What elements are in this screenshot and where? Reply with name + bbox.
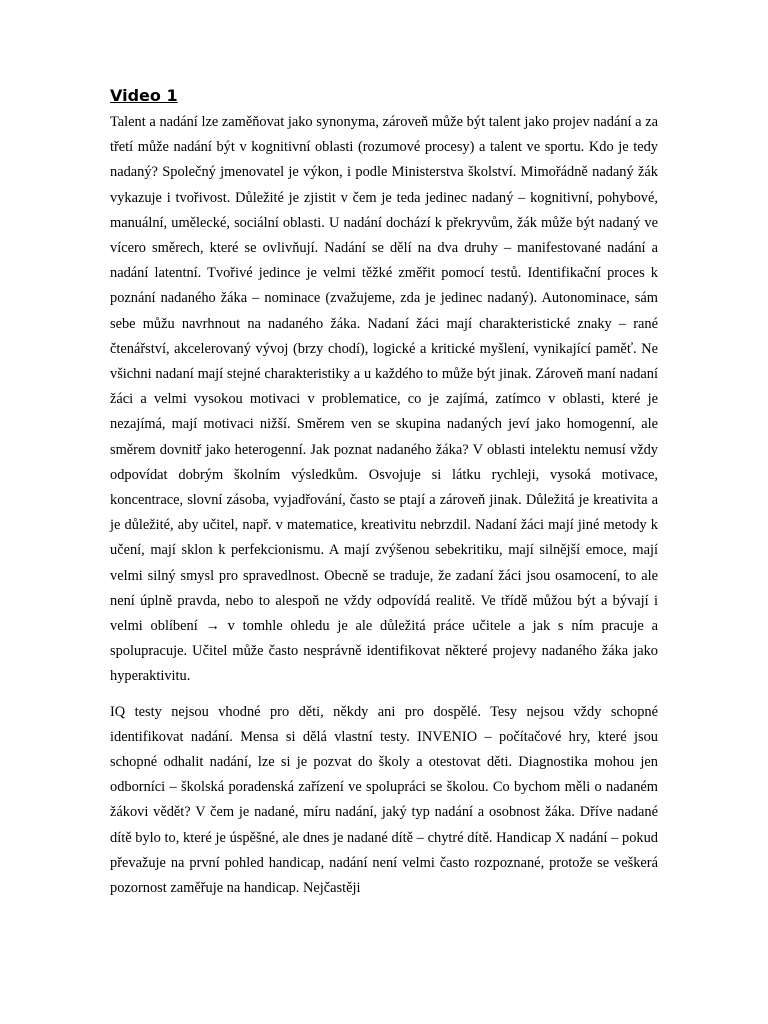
- document-heading: Video 1: [110, 86, 178, 105]
- paragraph-2: IQ testy nejsou vhodné pro děti, někdy ani pro dospělé. Tesy nejsou vždy schopné identifikovat nadání. Mensa si dělá vlastní testy. INVENIO – počítačové hry, které jsou schopné odhalit nadání, lze si je pozvat do školy a otestovat děti. Diagnostika mohou jen odborníci – školská poradenská zařízení ve spolupráci se školou. Co bychom měli o nadaném žákovi vědět? V čem je nadané, míru nadání, jaký typ nadání a osobnost žáka. Dříve nadané dítě bylo to, které je úspěšné, ale dnes je nadané dítě – chytré dítě. Handicap X nadání – pokud převažuje na první pohled handicap, nadání není velmi často rozpoznané, protože se veškerá pozornost zaměřuje na handicap. Nejčastěji: [110, 703, 658, 897]
- document-page: [110, 86, 658, 901]
- paragraph-1: Talent a nadání lze zaměňovat jako synonyma, zároveň může být talent jako projev nadání a za třetí může nadání být v kognitivní oblasti (rozumové procesy) a talent ve sportu. Kdo je tedy nadaný? Společný jmenovatel je výkon, i podle Ministerstva školství. Mimořádně nadaný žák vykazuje i tvořivost. Důležité je zjistit v čem je teda jedinec nadaný – kognitivní, pohybové, manuální, umělecké, sociální oblasti. U nadání dochází k překryvům, žák může být nadaný ve vícero směrech, které se ovlivňují. Nadání se dělí na dva druhy – manifestované nadání a nadání latentní. Tvořivé jedince je velmi těžké změřit pomocí testů. Identifikační proces k poznání nadaného žáka – nominace (zvažujeme, zda je jedinec nadaný). Autonominace, sám sebe můžu navrhnout na nadaného žáka. Nadaní žáci mají charakteristické znaky – rané čtenářství, akcelerovaný vývoj (brzy chodí), logické a kritické myšlení, vynikající paměť. Ne všichni nadaní mají stejné charakteristiky a u každého to může být jinak. Zároveň maní nadaní žáci a velmi vysokou motivaci v problematice, co je zajímá, zatímco v oblasti, které je nezajímá, mají motivaci nižší. Směrem ven se skupina nadaných jeví jako homogenní, ale směrem dovnitř jako heterogenní. Jak poznat nadaného žáka? V oblasti intelektu nemusí vždy odpovídat dobrým školním výsledkům. Osvojuje si látku rychleji, vysoká motivace, koncentrace, slovní zásoba, vyjadřování, často se ptají a zároveň jinak. Důležitá je kreativita a je důležité, aby učitel, např. v matematice, kreativitu nebrzdil. Nadaní žáci mají jiné metody k učení, mají sklon k perfekcionismu. A mají zvýšenou sebekritiku, mají silnější emoce, mají velmi silný smysl pro spravedlnost. Obecně se traduje, že zadaní žáci jsou osamocení, to ale není úplně pravda, nebo to alespoň ne vždy odpovídá realitě. Ve třídě můžou být a bývají i velmi oblíbení → v tomhle ohledu je ale důležitá práce učitele a jak s ním pracuje a spolupracuje. Učitel může často nesprávně identifikovat některé projevy nadaného žáka jako hyperaktivitu.: [110, 114, 658, 685]
